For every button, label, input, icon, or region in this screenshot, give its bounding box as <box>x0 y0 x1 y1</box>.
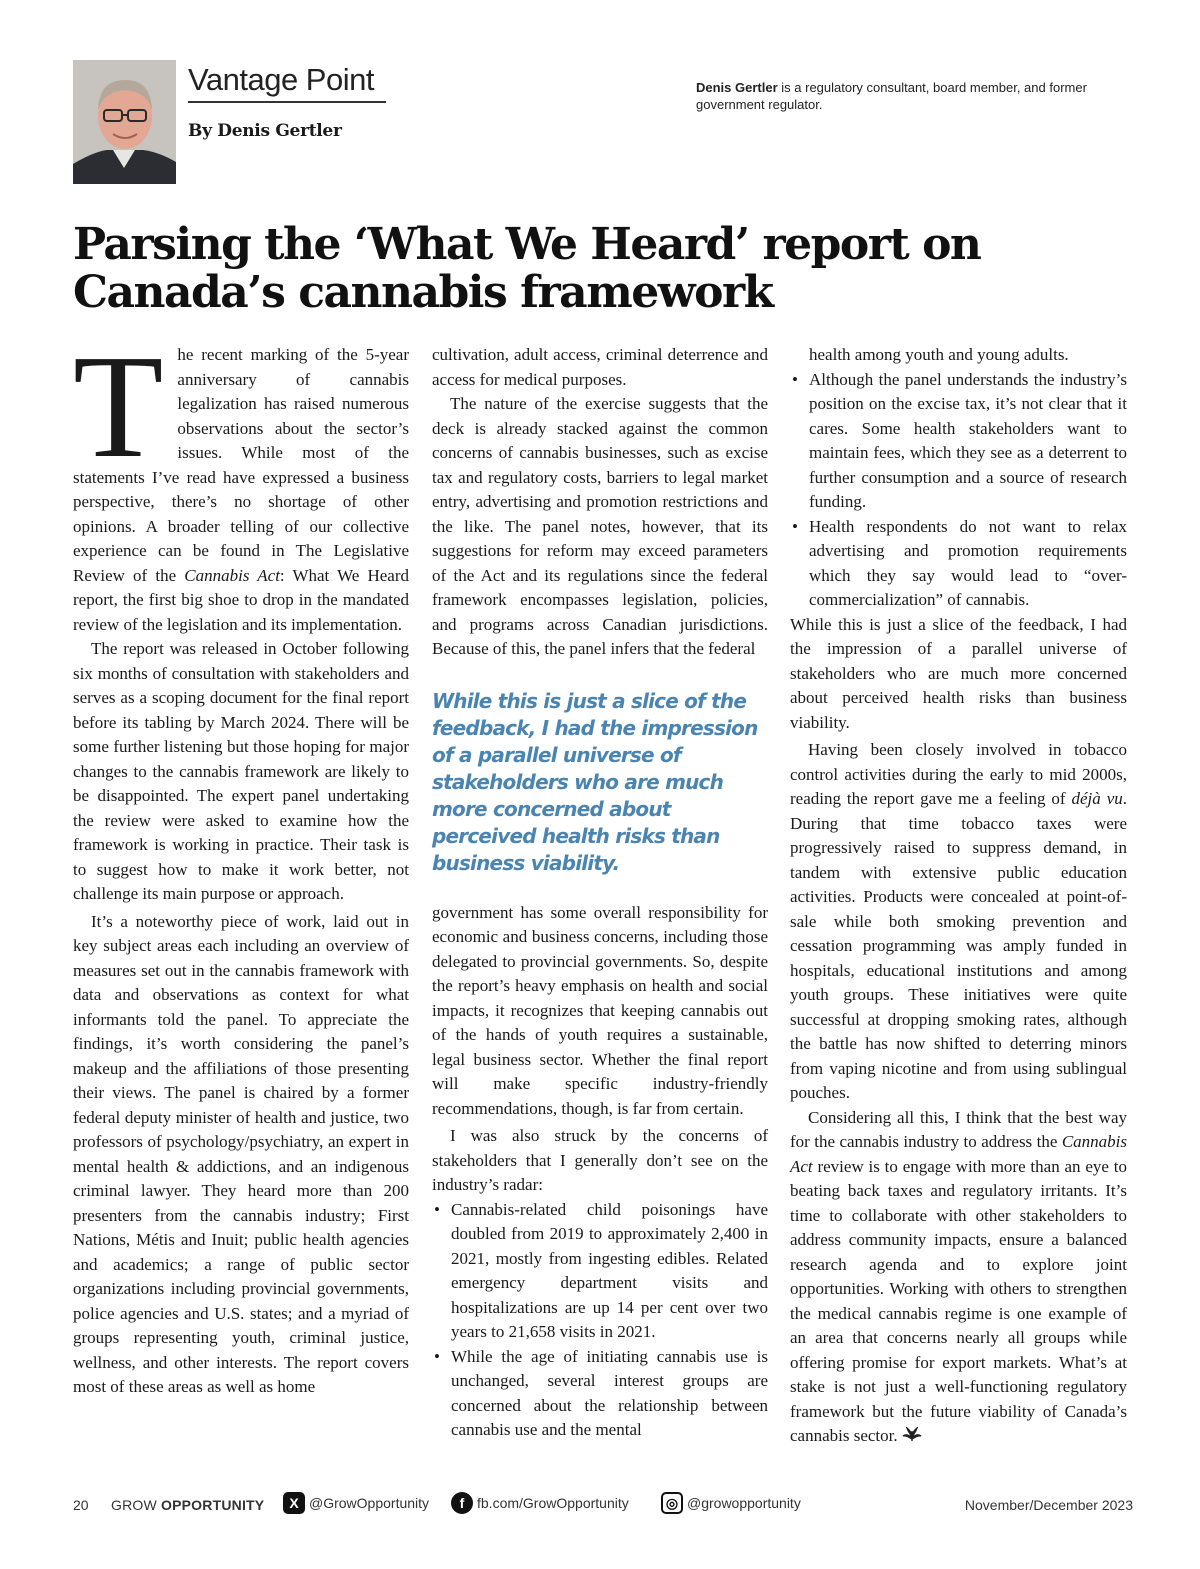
paragraph-9-text-end: . During that time tobacco taxes were progressively raised to suppress demand, in tandem with extensive public education activities. Products were concealed at point-of-sale while both smoking prevention and cessation programming was amply funded in hospitals, educational institutions and among youth groups. These initiatives were quite successful at dropping smoking rates, although the battle has now shifted to deterring minors from vaping nicotine and from using sublingual pouches. <box>790 789 1127 1102</box>
paragraph-1-text: he recent marking of the 5-year anniversary of cannabis legalization has raised numerous observations about the sector’s issues. While most of the statements I’ve read have expressed a business perspective, there’s no shortage of other opinions. A broader telling of our collective experience can be found in The Legislative Review of the <box>73 345 409 585</box>
magazine-name-prefix: GROW <box>111 1497 161 1513</box>
headline <box>73 221 1133 317</box>
paragraph-2: The report was released in October following six months of consultation with stakeholders and serves as a scoping document for the final report before its tabling by March 2024. There will be some further listening but those hoping for major changes to the cannabis framework are likely to be disappointed. The expert panel undertaking the review were asked to examine how the framework is working in practice. Their task is to suggest how to make it work better, not challenge its main purpose or approach. <box>73 639 409 903</box>
concerns-list <box>432 1198 768 1443</box>
body-column-1 <box>73 325 409 1400</box>
author-bio-name: Denis Gertler <box>696 80 778 95</box>
list-item: • Health respondents do not want to relax advertising and promotion requirements which they say would lead to “over-commercialization” of cannabis. <box>790 515 1127 613</box>
twitter-handle: @GrowOpportunity <box>309 1495 430 1511</box>
author-bio-text: is a regulatory consultant, board member, and former government regulator. <box>696 80 1087 112</box>
cannabis-leaf-icon <box>902 1427 922 1443</box>
list-item: • Although the panel understands the industry’s position on the excise tax, it’s not clear that it cares. Some health stakeholders want to maintain fees, which they see as a deterrent to further consumption and a source of research funding. <box>790 368 1127 515</box>
concerns-list-continued <box>790 343 1127 613</box>
paragraph-9-text: Having been closely involved in tobacco control activities during the early to mid 2000s, reading the report gave me a feeling of <box>790 740 1127 808</box>
list-item <box>790 343 1127 368</box>
author-bio <box>696 79 1136 113</box>
column-header <box>73 60 1133 190</box>
byline: By Denis Gertler <box>188 121 342 141</box>
body-column-3 <box>790 343 1127 1449</box>
instagram-link[interactable] <box>661 1492 801 1514</box>
paragraph-10 <box>790 1106 1127 1449</box>
headline-line-2: Canada’s cannabis framework <box>73 267 773 318</box>
headline-line-1: Parsing the ‘What We Heard’ report on <box>73 219 981 270</box>
paragraph-10-text: Considering all this, I think that the best way for the cannabis industry to address the <box>790 1107 1127 1151</box>
column-name-block <box>188 60 388 141</box>
page-footer <box>73 1492 1133 1522</box>
x-logo-icon: X <box>283 1492 305 1514</box>
author-photo <box>73 60 176 184</box>
magazine-name-suffix: OPPORTUNITY <box>161 1497 265 1513</box>
drop-cap: T <box>73 325 164 489</box>
paragraph-5: The nature of the exercise suggests that the deck is already stacked against the common concerns of cannabis businesses, such as excise tax and regulatory costs, barriers to legal market entry, advertising and promotion restrictions and the like. The panel notes, however, that its suggestions for reform may exceed parameters of the Act and its regulations since the federal framework encompasses legislation, policies, and programs across Canadian jurisdictions. Because of this, the panel infers that the federal <box>432 394 768 658</box>
paragraph-3: It’s a noteworthy piece of work, laid out in key subject areas each including an overview of measures set out in the cannabis framework with data and observations as context for what informants told the panel. To appreciate the findings, it’s worth considering the panel’s makeup and the affiliations of those presenting their views. The panel is chaired by a former federal deputy minister of health and justice, two professors of psychology/psychiatry, an expert in mental health & addictions, and an indigenous criminal lawyer. They heard more than 200 presenters from the cannabis industry; First Nations, Métis and Inuit; public health agencies and academics; a range of public sector organizations including provincial governments, police agencies and U.S. states; and a myriad of groups representing youth, criminal justice, wellness, and other interests. The report covers most of these areas as well as home <box>73 911 409 1396</box>
issue-date: November/December 2023 <box>964 1497 1133 1513</box>
magazine-name <box>111 1497 264 1513</box>
facebook-link[interactable] <box>451 1492 629 1514</box>
paragraph-10-text-end: review is to engage with more than an eye to beating back taxes and regulatory irritants. It’s time to collaborate with other stakeholders to address community impacts, ensure a balanced research agenda and to explore joint opportunities. Working with others to strengthen the medical cannabis regime is one example of an area that concerns nearly all groups while offering promise for export markets. What’s at stake is not just a well-functioning regulatory framework but the future viability of Canada’s cannabis sector. <box>790 1156 1127 1445</box>
paragraph-1 <box>73 325 409 637</box>
pull-quote: While this is just a slice of the feedback, I had the impression of a parallel universe of stakeholders who are much more concerned about perceived health risks than business viability. <box>432 688 758 875</box>
list-item: • Cannabis-related child poisonings have doubled from 2019 to approximately 2,400 in 2021, mostly from ingesting edibles. Related emergency department visits and hospitalizations are up 14 per cent over two years to 21,658 visits in 2021. <box>432 1198 768 1345</box>
paragraph-6: government has some overall responsibility for economic and business concerns, including those delegated to provincial governments. So, despite the report’s heavy emphasis on health and social impacts, it recognizes that keeping cannabis out of the hands of youth requires a sustainable, legal business sector. Whether the final report will make specific industry-friendly recommendations, though, is far from certain. <box>432 902 768 1118</box>
paragraph-1-italic: Cannabis Act <box>184 565 280 585</box>
paragraph-9-italic: déjà vu <box>1071 789 1123 808</box>
twitter-link[interactable] <box>283 1492 429 1514</box>
paragraph-9 <box>790 738 1127 1106</box>
instagram-handle: @growopportunity <box>687 1495 801 1511</box>
list-item: • While the age of initiating cannabis use is unchanged, several interest groups are concerned about the relationship between cannabis use and the mental <box>432 1345 768 1443</box>
paragraph-1-text-end: : What We Heard report, the first big shoe to drop in the mandated review of the legislation and its implementation. <box>73 565 409 634</box>
paragraph-10-italic: Cannabis Act <box>790 1132 1127 1176</box>
paragraph-8: While this is just a slice of the feedback, I had the impression of a parallel universe of stakeholders who are much more concerned about perceived health risks than business viability. <box>790 614 1127 732</box>
page-number: 20 <box>73 1497 89 1513</box>
facebook-handle: fb.com/GrowOpportunity <box>477 1495 629 1511</box>
bullet-2-continuation: health among youth and young adults. <box>809 345 1069 364</box>
paragraph-7: I was also struck by the concerns of stakeholders that I generally don’t see on the industry’s radar: <box>432 1126 768 1194</box>
column-title: Vantage Point <box>188 62 374 97</box>
column-title-rule <box>188 101 386 103</box>
instagram-icon: ◎ <box>661 1492 683 1514</box>
paragraph-4: cultivation, adult access, criminal deterrence and access for medical purposes. <box>432 345 768 389</box>
body-column-2 <box>432 343 768 1443</box>
facebook-icon: f <box>451 1492 473 1514</box>
